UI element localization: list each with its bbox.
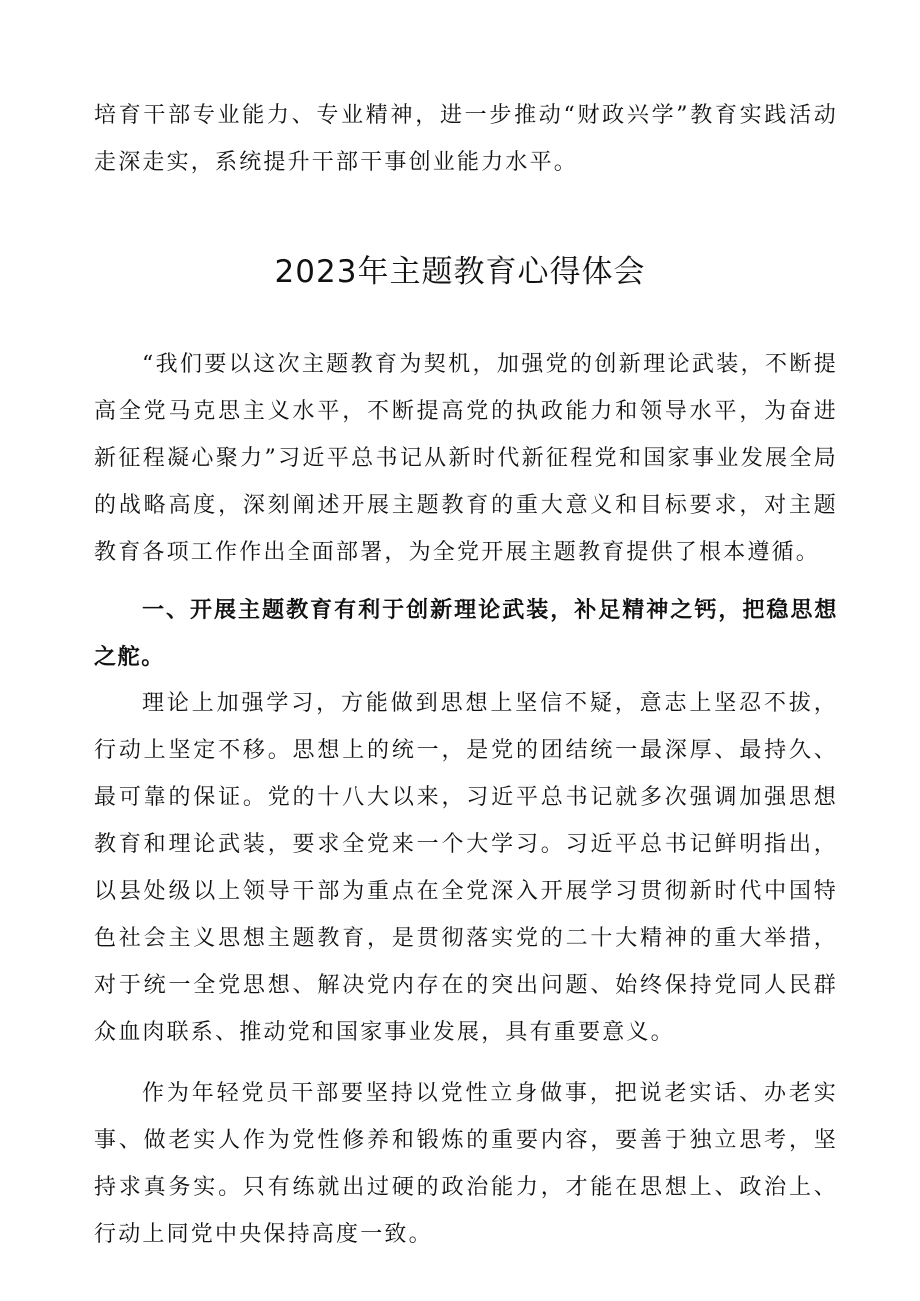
section-paragraph-cadres: 作为年轻党员干部要坚持以党性立身做事，把说老实话、办老实事、做老实人作为党性修养和锻炼的重要内容，要善于独立思考，坚持求真务实。只有练就出过硬的政治能力，才能在思想上、政治上、行动上同党中央保持高度一致。	[94, 1081, 838, 1247]
intro-paragraph: 培育干部专业能力、专业精神，进一步推动“财政兴学”教育实践活动走深走实，系统提升干部干事创业能力水平。	[94, 103, 838, 175]
document-title: 2023年主题教育心得体会	[274, 254, 646, 290]
section-paragraph-theory: 理论上加强学习，方能做到思想上坚信不疑，意志上坚忍不拔，行动上坚定不移。思想上的统一，是党的团结统一最深厚、最持久、最可靠的保证。党的十八大以来，习近平总书记就多次强调加强思想教育和理论武装，要求全党来一个大学习。习近平总书记鲜明指出，以县处级以上领导干部为重点在全党深入开展学习贯彻新时代中国特色社会主义思想主题教育，是贯彻落实党的二十大精神的重大举措，对于统一全党思想、解决党内存在的突出问题、始终保持党同人民群众血肉联系、推动党和国家事业发展，具有重要意义。	[94, 691, 838, 1045]
section-heading: 一、开展主题教育有利于创新理论武装，补足精神之钙，把稳思想之舵。	[94, 598, 838, 670]
body-paragraph-opening: “我们要以这次主题教育为契机，加强党的创新理论武装，不断提高全党马克思主义水平，不断提高党的执政能力和领导水平，为奋进新征程凝心聚力”习近平总书记从新时代新征程党和国家事业发展全局的战略高度，深刻阐述开展主题教育的重大意义和目标要求，对主题教育各项工作作出全面部署，为全党开展主题教育提供了根本遵循。	[94, 352, 838, 565]
